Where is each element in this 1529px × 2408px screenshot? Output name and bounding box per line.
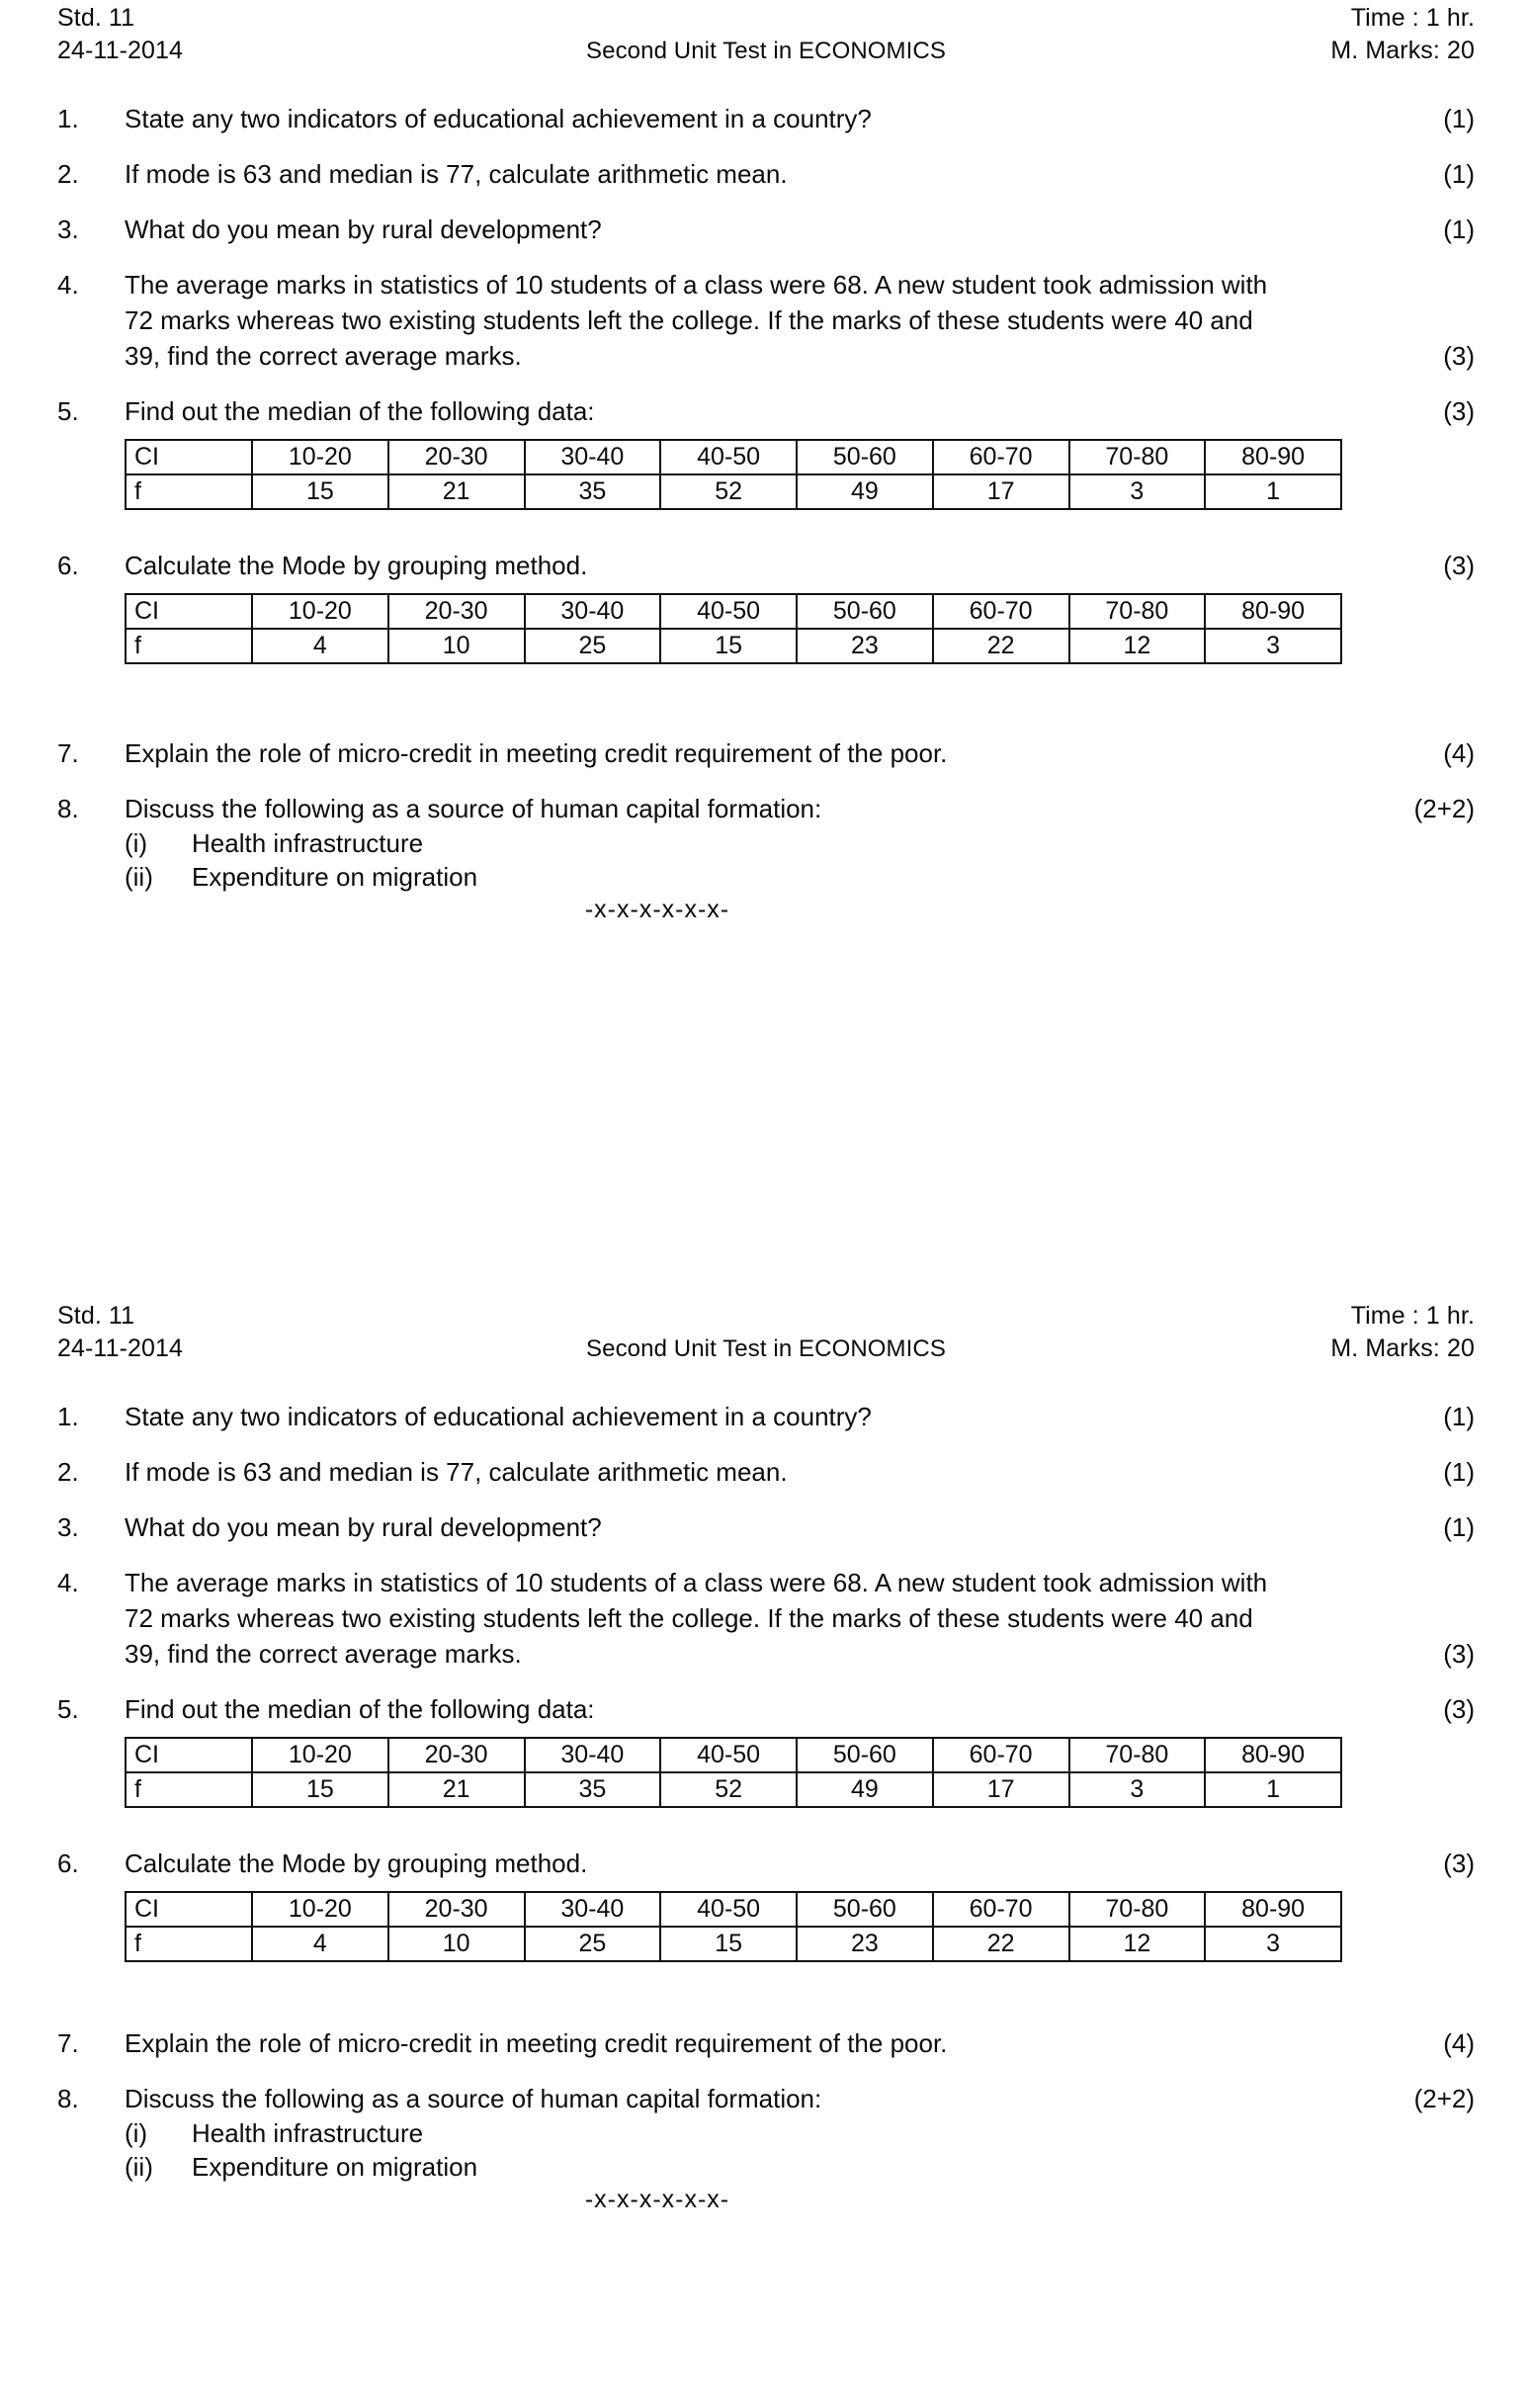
class-interval-cell: 70-80: [1069, 440, 1206, 474]
end-of-paper-marker: -x-x-x-x-x-x-: [584, 2186, 730, 2213]
question-item: [57, 735, 1475, 771]
frequency-cell: 10: [388, 1927, 525, 1961]
subitem-label: (ii): [125, 862, 153, 892]
subitem-text: Expenditure on migration: [192, 862, 478, 892]
question-number: 8.: [57, 794, 79, 823]
list-item: [125, 826, 1376, 860]
question-marks: (1): [1443, 159, 1475, 189]
frequency-cell: 49: [797, 474, 933, 509]
question-number: 1.: [57, 1402, 79, 1431]
time-label: Time : 1 hr.: [1350, 4, 1475, 32]
frequency-cell: 25: [525, 1927, 661, 1961]
frequency-cell: 22: [933, 629, 1069, 663]
class-interval-cell: 30-40: [525, 440, 661, 474]
class-interval-cell: 60-70: [933, 1738, 1069, 1772]
question-item: [57, 212, 1475, 247]
mode-frequency-table: [125, 593, 1342, 664]
max-marks-label: M. Marks: 20: [1330, 37, 1475, 64]
question-marks: (1): [1443, 1457, 1475, 1487]
question-text: If mode is 63 and median is 77, calculate arithmetic mean.: [125, 1457, 788, 1487]
frequency-cell: 12: [1069, 629, 1206, 663]
class-interval-cell: 40-50: [660, 440, 797, 474]
class-interval-cell: 50-60: [797, 594, 933, 629]
class-interval-cell: 10-20: [252, 1738, 388, 1772]
list-item: [125, 2116, 1376, 2150]
exam-copy-2: [0, 1300, 1529, 2215]
subitem-text: Health infrastructure: [192, 2118, 424, 2148]
median-frequency-table: [125, 1737, 1342, 1808]
frequency-cell: 21: [388, 1772, 525, 1807]
class-interval-cell: 10-20: [252, 440, 388, 474]
question-item: [57, 548, 1475, 583]
frequency-cell: 23: [797, 629, 933, 663]
median-table-wrapper: [57, 1737, 1475, 1808]
frequency-cell: 3: [1069, 474, 1206, 509]
question-number: 3.: [57, 1512, 79, 1542]
question-number: 2.: [57, 159, 79, 189]
class-interval-cell: 20-30: [388, 1892, 525, 1927]
question-item: [57, 791, 1475, 894]
frequency-cell: 17: [933, 1772, 1069, 1807]
question-marks: (1): [1443, 104, 1475, 133]
question-number: 7.: [57, 738, 79, 768]
std-label: Std. 11: [57, 4, 135, 32]
row-label: f: [126, 1927, 252, 1961]
frequency-cell: 22: [933, 1927, 1069, 1961]
question-text: Find out the median of the following data:: [125, 396, 595, 426]
subitem-label: (ii): [125, 2152, 153, 2182]
class-interval-cell: 50-60: [797, 1892, 933, 1927]
class-interval-cell: 80-90: [1205, 594, 1341, 629]
page-title: Second Unit Test in ECONOMICS: [586, 1335, 946, 1362]
frequency-cell: 10: [388, 629, 525, 663]
question-item: [57, 1399, 1475, 1434]
frequency-cell: 23: [797, 1927, 933, 1961]
exam-copy-1: [0, 2, 1529, 925]
table-row: [126, 629, 1341, 663]
class-interval-cell: 50-60: [797, 440, 933, 474]
frequency-cell: 21: [388, 474, 525, 509]
row-label: CI: [126, 440, 252, 474]
class-interval-cell: 80-90: [1205, 440, 1341, 474]
question-text: Calculate the Mode by grouping method.: [125, 1849, 588, 1878]
frequency-cell: 35: [525, 1772, 661, 1807]
frequency-cell: 15: [660, 1927, 797, 1961]
frequency-cell: 52: [660, 474, 797, 509]
question-number: 5.: [57, 396, 79, 426]
frequency-cell: 15: [252, 1772, 388, 1807]
question-text: The average marks in statistics of 10 students of a class were 68. A new student took admission with 72 marks whereas two existing students left the college. If the marks of these students were 40 and 39, find the correct average marks.: [125, 270, 1268, 371]
question-item: [57, 156, 1475, 192]
question-subitems: [125, 826, 1376, 894]
std-label: Std. 11: [57, 1302, 135, 1330]
subitem-text: Health infrastructure: [192, 828, 424, 858]
question-number: 6.: [57, 1849, 79, 1878]
row-label: f: [126, 629, 252, 663]
frequency-cell: 15: [252, 474, 388, 509]
class-interval-cell: 30-40: [525, 594, 661, 629]
question-item: [57, 393, 1475, 429]
frequency-cell: 1: [1205, 1772, 1341, 1807]
frequency-cell: 4: [252, 629, 388, 663]
question-subitems: [125, 2116, 1376, 2184]
question-number: 8.: [57, 2084, 79, 2113]
question-text: Explain the role of micro-credit in meeting credit requirement of the poor.: [125, 2028, 948, 2058]
question-marks: (1): [1443, 1402, 1475, 1431]
question-marks: (3): [1443, 1639, 1475, 1669]
table-row: [126, 1772, 1341, 1807]
table-row: [126, 474, 1341, 509]
question-item: [57, 1846, 1475, 1881]
question-number: 5.: [57, 1694, 79, 1724]
question-text: Find out the median of the following data:: [125, 1694, 595, 1724]
subitem-label: (i): [125, 2118, 148, 2148]
frequency-cell: 3: [1069, 1772, 1206, 1807]
max-marks-label: M. Marks: 20: [1330, 1334, 1475, 1362]
question-marks: (2+2): [1413, 794, 1475, 823]
question-text: State any two indicators of educational achievement in a country?: [125, 1402, 872, 1431]
subitem-text: Expenditure on migration: [192, 2152, 478, 2182]
question-number: 7.: [57, 2028, 79, 2058]
question-item: [57, 2025, 1475, 2061]
question-number: 6.: [57, 551, 79, 580]
mode-table-wrapper: [57, 1891, 1475, 1962]
question-item: [57, 1691, 1475, 1727]
question-item: [57, 2081, 1475, 2184]
class-interval-cell: 20-30: [388, 594, 525, 629]
class-interval-cell: 20-30: [388, 1738, 525, 1772]
class-interval-cell: 30-40: [525, 1738, 661, 1772]
question-marks: (4): [1443, 2028, 1475, 2058]
row-label: CI: [126, 1892, 252, 1927]
question-marks: (1): [1443, 1512, 1475, 1542]
list-item: [125, 860, 1376, 894]
row-label: f: [126, 1772, 252, 1807]
mode-frequency-table: [125, 1891, 1342, 1962]
question-item: [57, 1565, 1475, 1672]
question-text: Discuss the following as a source of human capital formation:: [125, 794, 822, 823]
question-text: Explain the role of micro-credit in meeting credit requirement of the poor.: [125, 738, 948, 768]
question-item: [57, 1454, 1475, 1490]
frequency-cell: 12: [1069, 1927, 1206, 1961]
question-text: Calculate the Mode by grouping method.: [125, 551, 588, 580]
frequency-cell: 49: [797, 1772, 933, 1807]
question-item: [57, 267, 1475, 374]
question-text: The average marks in statistics of 10 students of a class were 68. A new student took admission with 72 marks whereas two existing students left the college. If the marks of these students were 40 and 39, find the correct average marks.: [125, 1568, 1268, 1669]
class-interval-cell: 30-40: [525, 1892, 661, 1927]
frequency-cell: 15: [660, 629, 797, 663]
row-label: CI: [126, 1738, 252, 1772]
question-marks: (3): [1443, 341, 1475, 371]
table-row: [126, 1738, 1341, 1772]
table-row: [126, 1927, 1341, 1961]
class-interval-cell: 40-50: [660, 594, 797, 629]
time-label: Time : 1 hr.: [1350, 1302, 1475, 1330]
question-marks: (3): [1443, 551, 1475, 580]
table-row: [126, 440, 1341, 474]
frequency-cell: 25: [525, 629, 661, 663]
frequency-cell: 17: [933, 474, 1069, 509]
question-number: 4.: [57, 270, 79, 300]
class-interval-cell: 70-80: [1069, 1892, 1206, 1927]
question-marks: (1): [1443, 215, 1475, 244]
question-item: [57, 101, 1475, 136]
subitem-label: (i): [125, 828, 148, 858]
class-interval-cell: 10-20: [252, 1892, 388, 1927]
frequency-cell: 35: [525, 474, 661, 509]
question-marks: (2+2): [1413, 2084, 1475, 2113]
mode-table-wrapper: [57, 593, 1475, 664]
median-table-wrapper: [57, 439, 1475, 510]
frequency-cell: 3: [1205, 629, 1341, 663]
class-interval-cell: 60-70: [933, 594, 1069, 629]
question-number: 1.: [57, 104, 79, 133]
class-interval-cell: 60-70: [933, 1892, 1069, 1927]
question-text: Discuss the following as a source of human capital formation:: [125, 2084, 822, 2113]
class-interval-cell: 40-50: [660, 1738, 797, 1772]
date-label: 24-11-2014: [57, 1334, 184, 1362]
median-frequency-table: [125, 439, 1342, 510]
class-interval-cell: 80-90: [1205, 1738, 1341, 1772]
class-interval-cell: 70-80: [1069, 594, 1206, 629]
exam-header: [57, 1300, 1475, 1365]
class-interval-cell: 40-50: [660, 1892, 797, 1927]
question-number: 4.: [57, 1568, 79, 1597]
question-text: What do you mean by rural development?: [125, 1512, 602, 1542]
question-text: State any two indicators of educational achievement in a country?: [125, 104, 872, 133]
frequency-cell: 1: [1205, 474, 1341, 509]
table-row: [126, 1892, 1341, 1927]
question-marks: (4): [1443, 738, 1475, 768]
question-marks: (3): [1443, 396, 1475, 426]
class-interval-cell: 80-90: [1205, 1892, 1341, 1927]
question-text: What do you mean by rural development?: [125, 215, 602, 244]
date-label: 24-11-2014: [57, 37, 184, 64]
list-item: [125, 2150, 1376, 2184]
frequency-cell: 3: [1205, 1927, 1341, 1961]
frequency-cell: 52: [660, 1772, 797, 1807]
question-number: 2.: [57, 1457, 79, 1487]
class-interval-cell: 60-70: [933, 440, 1069, 474]
question-item: [57, 1509, 1475, 1545]
question-marks: (3): [1443, 1849, 1475, 1878]
table-row: [126, 594, 1341, 629]
exam-header: [57, 2, 1475, 67]
class-interval-cell: 20-30: [388, 440, 525, 474]
frequency-cell: 4: [252, 1927, 388, 1961]
question-marks: (3): [1443, 1694, 1475, 1724]
question-text: If mode is 63 and median is 77, calculate arithmetic mean.: [125, 159, 788, 189]
question-number: 3.: [57, 215, 79, 244]
page-title: Second Unit Test in ECONOMICS: [586, 38, 946, 64]
row-label: f: [126, 474, 252, 509]
class-interval-cell: 50-60: [797, 1738, 933, 1772]
class-interval-cell: 10-20: [252, 594, 388, 629]
end-of-paper-marker: -x-x-x-x-x-x-: [584, 896, 730, 923]
class-interval-cell: 70-80: [1069, 1738, 1206, 1772]
row-label: CI: [126, 594, 252, 629]
